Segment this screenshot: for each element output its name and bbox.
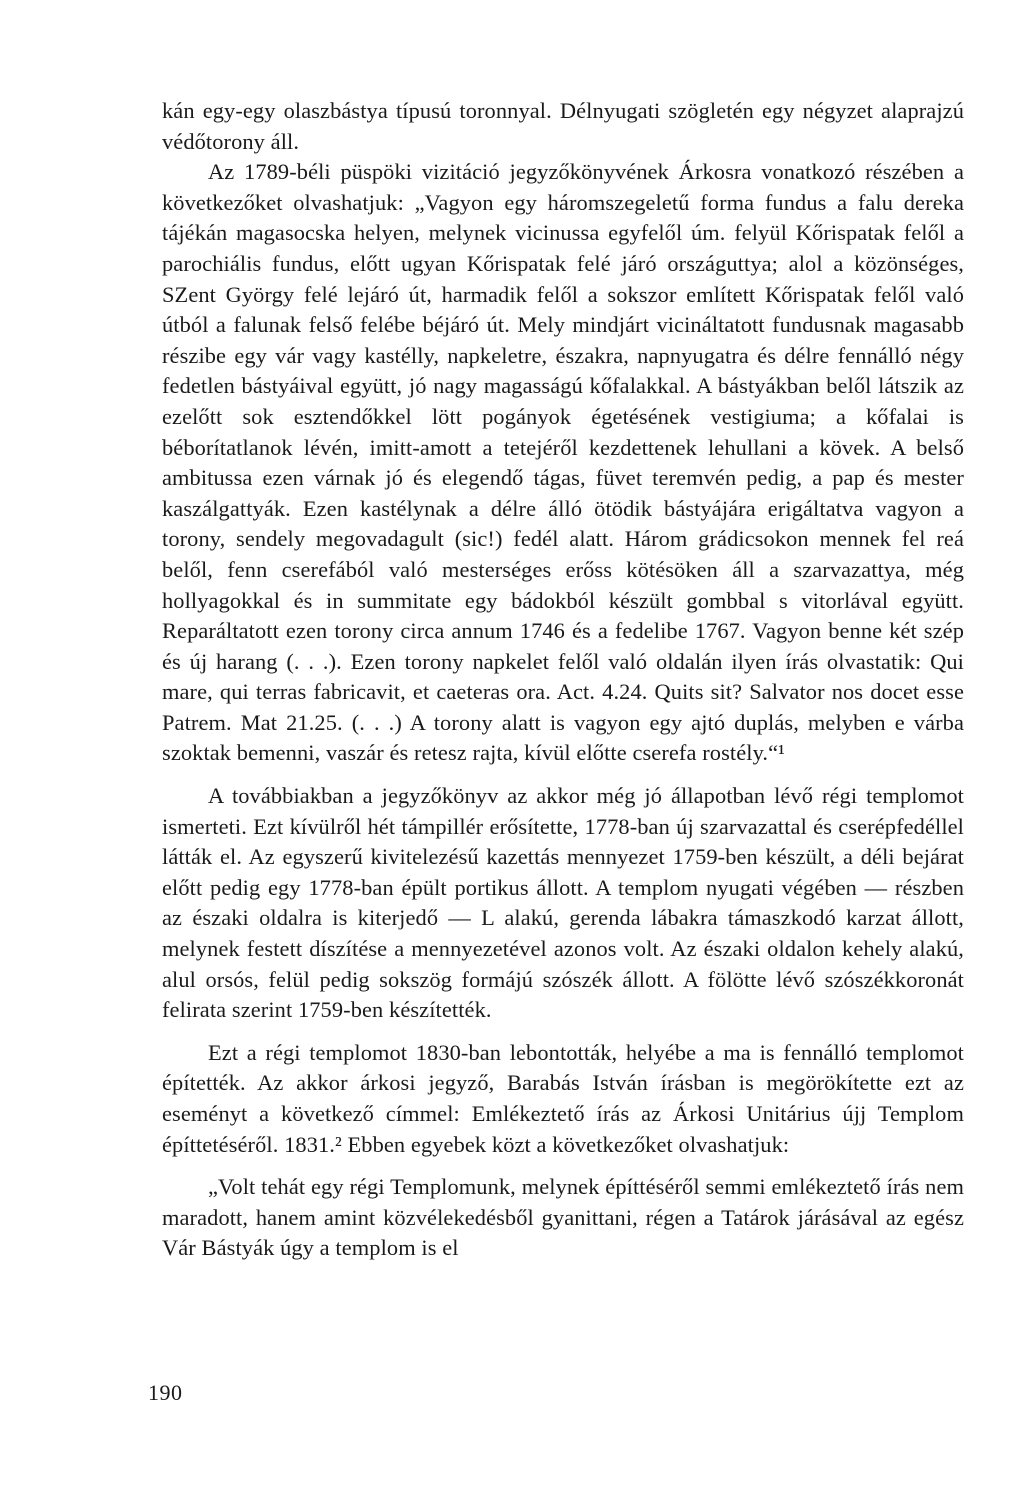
- paragraph-visitation-record: Az 1789-béli püspöki vizitáció jegyzőkönyvének Árkosra vonatkozó részében a következőket olvashatjuk: „Vagyon egy háromszegeletű forma fundus a falu dereka tájékán magasocska helyen, melynek vicinussa egyfelől úm. felyül Kőrispatak felől a parochiális fundus, előtt ugyan Kőrispatak felé járó országuttya; alol a közönséges, SZent György felé lejáró út, harmadik felől a sokszor említett Kőrispatak felől való útból a falunak felső felébe béjáró út. Mely mindjárt vicináltatott fundusnak magasabb részibe egy vár vagy kastélly, napkeletre, északra, napnyugatra és délre fennálló négy fedetlen bástyáival együtt, jó nagy magasságú kőfalakkal. A bástyákban belől látszik az ezelőtt sok esztendőkkel lött pogányok égetésének vestigiuma; a kőfalai is béborítatlanok lévén, imitt-amott a tetejéről kezdettenek lehullani a kövek. A belső ambitussa ezen várnak jó és elegendő tágas, füvet teremvén pedig, a pap és mester kaszálgattyák. Ezen kastélynak a délre álló ötödik bástyájára erigáltatva vagyon a torony, sendely megovadagult (sic!) fedél alatt. Három grádicsokon mennek fel reá belől, fenn cserefából való mesterséges erőss kötésöken áll a szarvazattya, még hollyagokkal és in summitate egy bádokból készült gombbal s vitorlával együtt. Reparáltatott ezen torony circa annum 1746 és a fedelibe 1767. Vagyon benne két szép és új harang (. . .). Ezen torony napkelet felől való oldalán ilyen írás olvastatik: Qui mare, qui terras fabricavit, et caeteras ora. Act. 4.24. Quits sit? Salvator nos docet esse Patrem. Mat 21.25. (. . .) A torony alatt is vagyon egy ajtó duplás, melyben e várba szoktak bemenni, vaszár és retesz rajta, kívül előtte cserefa rostély.“¹: [162, 159, 964, 766]
- text-body: [162, 96, 964, 1264]
- paragraph-continuation: kán egy-egy olaszbástya típusú toronnyal. Délnyugati szögletén egy négyzet alaprajzú védőtorony áll.: [162, 98, 964, 154]
- page-number: 190: [148, 1380, 183, 1405]
- paragraph-new-church: Ezt a régi templomot 1830-ban lebontották, helyébe a ma is fennálló templomot építették. Az akkor árkosi jegyző, Barabás István írásban is megörökítette ezt az eseményt a következő címmel: Emlékeztető írás az Árkosi Unitárius újj Templom építtetéséről. 1831.² Ebben egyebek közt a következőket olvashatjuk:: [162, 1039, 964, 1157]
- paragraph-quotation: „Volt tehát egy régi Templomunk, melynek építtéséről semmi emlékeztető írás nem maradott, hanem amint közvélekedésből gyanittani, régen a Tatárok járásával az egész Vár Bástyák úgy a templom is el: [162, 1174, 964, 1261]
- paragraph-old-church: A továbbiakban a jegyzőkönyv az akkor még jó állapotban lévő régi templomot ismerteti. Ezt kívülről hét támpillér erősítette, 1778-ban új szarvazattal és cserépfedéllel látták el. Az egyszerű kivitelezésű kazettás mennyezet 1759-ben készült, a déli bejárat előtt pedig egy 1778-ban épült portikus állott. A templom nyugati végében — részben az északi oldalra is kiterjedő — L alakú, gerenda lábakra támaszkodó karzat állott, melynek festett díszítése a mennyezetével azonos volt. Az északi oldalon kehely alakú, alul orsós, felül pedig sokszög formájú szószék állott. A fölötte lévő szószékkoronát felirata szerint 1759-ben készítették.: [162, 783, 964, 1023]
